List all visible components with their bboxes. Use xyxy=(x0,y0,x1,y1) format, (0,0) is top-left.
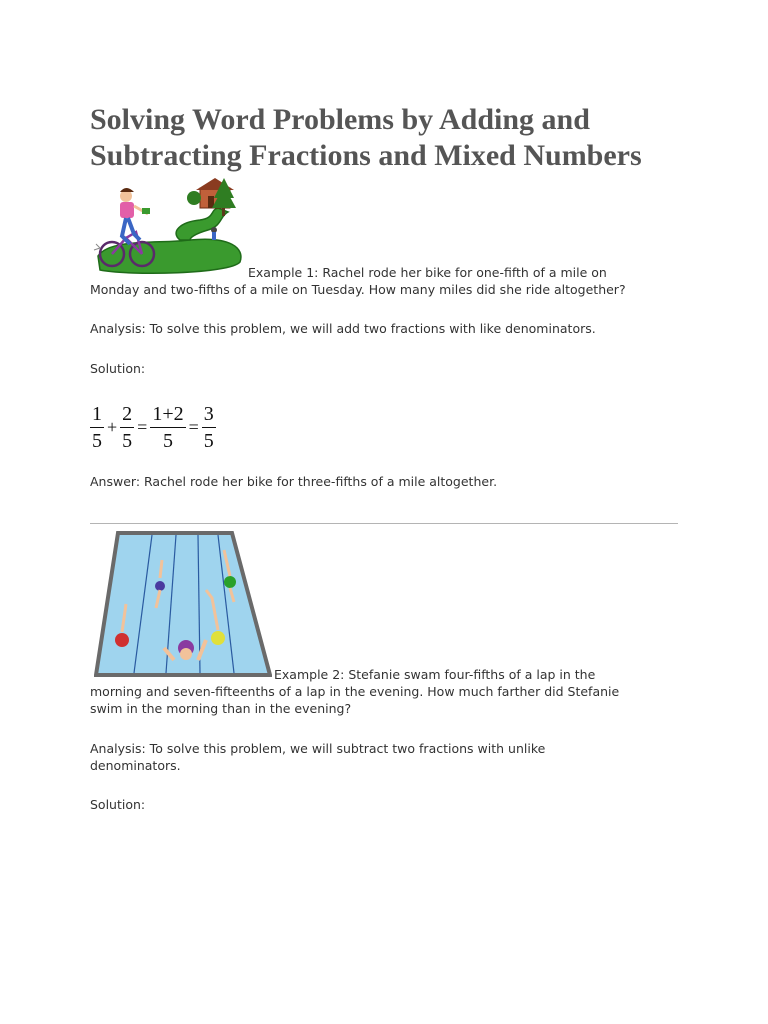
bike-path-illustration xyxy=(90,178,250,278)
plus-sign: + xyxy=(107,416,118,437)
example1-problem-line2: Monday and two-fifths of a mile on Tuesday. How many miles did she ride altogether? xyxy=(90,282,626,297)
equals-sign: = xyxy=(188,416,199,437)
example2-problem-line1: Example 2: Stefanie swam four-fifths of a lap in the xyxy=(274,667,596,682)
example1-answer: Answer: Rachel rode her bike for three-fifths of a mile altogether. xyxy=(90,474,498,489)
example1-solution-label: Solution: xyxy=(90,361,146,376)
example2-analysis-line1: Analysis: To solve this problem, we will subtract two fractions with unlike xyxy=(90,741,546,756)
equals-sign: = xyxy=(137,416,148,437)
example2-problem-line2: morning and seven-fifteenths of a lap in the evening. How much farther did Stefanie xyxy=(90,684,620,699)
fraction-result: $\frac{3}{5}$ xyxy=(203,402,214,452)
example1-problem-line1: Example 1: Rachel rode her bike for one-fifth of a mile on xyxy=(248,265,607,280)
fraction-one-fifth: $\frac{1}{5}$ xyxy=(92,402,102,452)
swimming-pool-illustration xyxy=(94,530,272,680)
example2-problem-line3: swim in the morning than in the evening? xyxy=(90,701,352,716)
section-divider xyxy=(90,523,678,524)
example2-solution-label: Solution: xyxy=(90,797,146,812)
page-title: Solving Word Problems by Adding and Subtracting Fractions and Mixed Numbers xyxy=(90,103,642,172)
example2-analysis-line2: denominators. xyxy=(90,758,181,773)
fraction-sum: $\frac{1+2}{5}$ xyxy=(152,402,184,452)
example1-equation xyxy=(90,400,216,454)
example1-analysis: Analysis: To solve this problem, we will add two fractions with like denominators. xyxy=(90,321,596,336)
fraction-two-fifths: $\frac{2}{5}$ xyxy=(122,402,133,452)
